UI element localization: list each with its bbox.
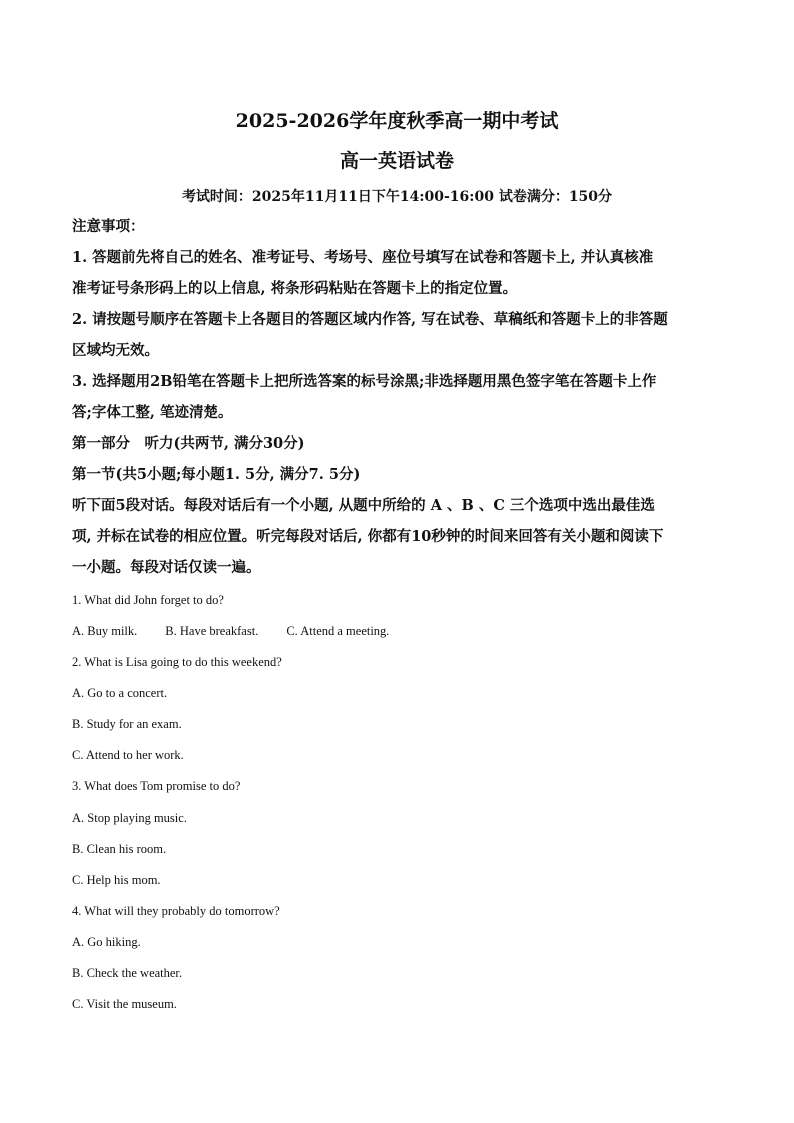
question-3-option-a: A. Stop playing music. bbox=[72, 811, 187, 825]
question-4-option-b: B. Check the weather. bbox=[72, 966, 183, 980]
section-title: 第一节(共5小题;每小题1. 5分, 满分7. 5分) bbox=[72, 466, 361, 483]
instructions-line-2: 项, 并标在试卷的相应位置。听完每段对话后, 你都有10秒钟的时间来回答有关小题和阅读下 bbox=[72, 528, 664, 545]
notice-item-1-line-2: 准考证号条形码上的以上信息, 将条形码粘贴在答题卡上的指定位置。 bbox=[72, 280, 518, 297]
question-2: 2. What is Lisa going to do this weekend? bbox=[72, 655, 282, 669]
question-4-option-c: C. Visit the museum. bbox=[72, 997, 177, 1011]
question-1: 1. What did John forget to do? bbox=[72, 593, 224, 607]
question-4-option-a: A. Go hiking. bbox=[72, 935, 141, 949]
instructions-line-1: 听下面5段对话。每段对话后有一个小题, 从题中所给的 A 、B 、C 三个选项中选出最佳选 bbox=[72, 497, 655, 514]
notice-item-2-line-2: 区域均无效。 bbox=[72, 342, 159, 359]
notice-item-1-line-1: 1. 答题前先将自己的姓名、准考证号、考场号、座位号填写在试卷和答题卡上, 并认真核准 bbox=[72, 249, 654, 266]
exam-title: 2025-2026学年度秋季高一期中考试 bbox=[235, 110, 559, 132]
notice-item-3-line-1: 3. 选择题用2B铅笔在答题卡上把所选答案的标号涂黑;非选择题用黑色签字笔在答题卡上作 bbox=[72, 373, 657, 390]
part-title: 第一部分 听力(共两节, 满分30分) bbox=[72, 435, 305, 452]
question-2-option-a: A. Go to a concert. bbox=[72, 686, 168, 700]
instructions-line-3: 一小题。每段对话仅读一遍。 bbox=[72, 559, 261, 576]
exam-subtitle: 高一英语试卷 bbox=[339, 150, 454, 172]
question-2-option-b: B. Study for an exam. bbox=[72, 717, 182, 731]
question-4: 4. What will they probably do tomorrow? bbox=[72, 904, 280, 918]
question-3-option-c: C. Help his mom. bbox=[72, 873, 161, 887]
notice-block bbox=[72, 211, 724, 583]
question-1-option-c: C. Attend a meeting. bbox=[286, 624, 390, 638]
notice-item-2-line-1: 2. 请按题号顺序在答题卡上各题目的答题区域内作答, 写在试卷、草稿纸和答题卡上的非答题 bbox=[72, 311, 668, 328]
question-1-options bbox=[72, 624, 417, 639]
notice-heading: 注意事项： bbox=[72, 218, 145, 235]
exam-info: 考试时间：2025年11月11日下午14:00-16:00 试卷满分：150分 bbox=[181, 189, 613, 205]
question-2-option-c: C. Attend to her work. bbox=[72, 748, 184, 762]
question-3-option-b: B. Clean his room. bbox=[72, 842, 167, 856]
question-1-option-b: B. Have breakfast. bbox=[165, 624, 259, 638]
notice-item-3-line-2: 答;字体工整, 笔迹清楚。 bbox=[72, 404, 233, 421]
question-1-option-a: A. Buy milk. bbox=[72, 624, 138, 638]
question-3: 3. What does Tom promise to do? bbox=[72, 779, 241, 793]
